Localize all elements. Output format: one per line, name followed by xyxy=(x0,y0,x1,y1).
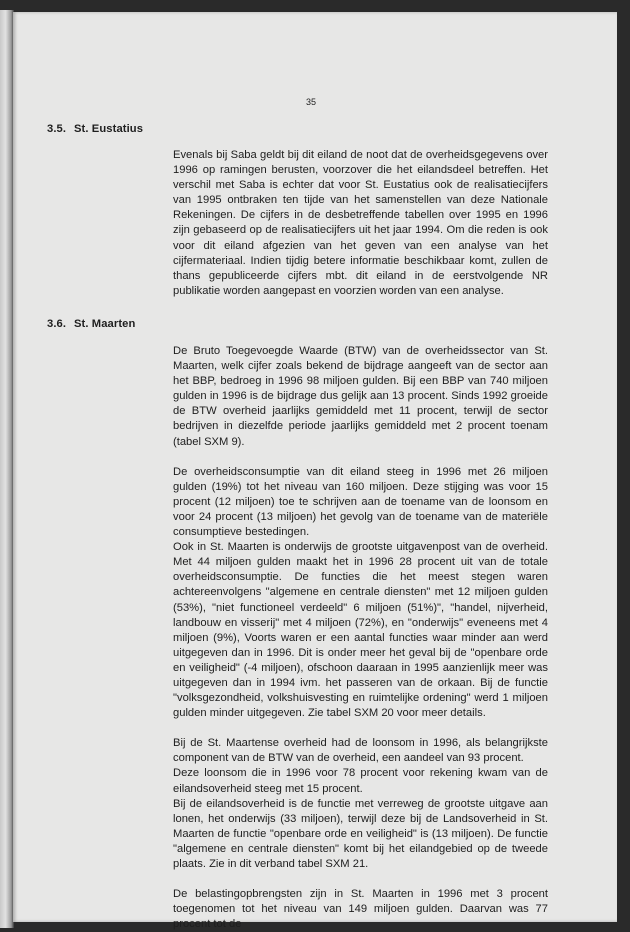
section-body-st-maarten xyxy=(173,344,548,932)
section-title: St. Maarten xyxy=(74,318,136,330)
page-number: 35 xyxy=(305,97,316,107)
paragraph: Bij de St. Maartense overheid had de loonsom in 1996, als belangrijkste component van de BTW van de overheid, een aandeel van 93 procent. xyxy=(173,737,548,765)
section-number: 3.5. xyxy=(47,123,67,135)
page-binding-edge xyxy=(0,10,14,928)
section-heading-st-eustatius xyxy=(47,123,143,135)
paragraph: De Bruto Toegevoegde Waarde (BTW) van de overheidssector van St. Maarten, welk cijfer zoals bekend de bijdrage aangeeft van de sector aan het BBP, bedroeg in 1996 98 miljoen gulden. Bij een BBP van 740 miljoen gulden in 1996 is de bijdrage dus gelijk aan 13 procent. Sinds 1992 groeide de BTW overheid jaarlijks gemiddeld met 11 procent, terwijl de sector bedrijven in diezelfde periode jaarlijks gemiddeld met 2 procent toenam (tabel SXM 9). xyxy=(173,345,548,448)
paragraph: De belastingopbrengsten zijn in St. Maarten in 1996 met 3 procent toegenomen tot het niveau van 149 miljoen gulden. Daarvan was 77 procent tot de xyxy=(173,888,548,931)
section-body-st-eustatius xyxy=(173,148,548,299)
paragraph: Evenals bij Saba geldt bij dit eiland de noot dat de overheidsgegevens over 1996 op ramingen berusten, voorzover die het eilandsdeel betreffen. Het verschil met Saba is echter dat voor St. Eustatius ook de realisatiecijfers van 1995 ontbraken ten tijde van het samenstellen van deze Nationale Rekeningen. De cijfers in de desbetreffende tabellen over 1995 en 1996 zijn gebaseerd op de realisatiecijfers uit het jaar 1994. Om die reden is ook voor dit eiland afgezien van het geven van een analyse van het cijfermateriaal. Indien tijdig betere informatie beschikbaar komt, zullen de thans gepubliceerde cijfers mbt. dit eiland in de eerstvolgende NR publikatie worden aangepast en voorzien worden van een analyse. xyxy=(173,149,548,297)
section-title: St. Eustatius xyxy=(74,123,144,135)
document-page xyxy=(13,12,617,931)
paragraph: De overheidsconsumptie van dit eiland steeg in 1996 met 26 miljoen gulden (19%) tot het niveau van 160 miljoen. Deze stijging was voor 15 procent (12 miljoen) toe te schrijven aan de toename van de loonsom en voor 24 procent (13 miljoen) het gevolg van de toename van de materiële consumptieve bestedingen. xyxy=(173,465,548,539)
paragraph: Deze loonsom die in 1996 voor 78 procent voor rekening kwam van de eilandsoverheid steeg met 15 procent. xyxy=(173,767,548,795)
section-number: 3.6. xyxy=(47,318,67,330)
paragraph: Bij de eilandsoverheid is de functie met verreweg de grootste uitgave aan lonen, het onderwijs (33 miljoen), terwijl deze bij de Landsoverheid in St. Maarten de functie "openbare orde en veiligheid" is (13 miljoen). De functie "algemene en centrale diensten" komt bij het eilandgebied op de tweede plaats. Zie in dit verband tabel SXM 21. xyxy=(173,797,548,870)
section-heading-st-maarten xyxy=(47,318,135,330)
paragraph: Ook in St. Maarten is onderwijs de grootste uitgavenpost van de overheid. Met 44 miljoen gulden maakt het in 1996 28 procent uit van de totale overheidsconsumptie. De functies die het meest stegen waren achtereenvolgens "algemene en centrale diensten" met 12 miljoen gulden (53%), "niet functioneel verdeeld" 6 miljoen (51%)", "handel, nijverheid, landbouw en visserij" met 4 miljoen (72%), en "onderwijs" eveneens met 4 miljoen (9%), Voorts waren er een aantal functies waar minder aan werd uitgegeven dan in 1996. Dit is onder meer het geval bij de "openbare orde en veiligheid" (-4 miljoen), ofschoon daaraan in 1995 aanzienlijk meer was uitgegeven dan in 1994 ivm. het passeren van de orkaan. Bij de functie "volksgezondheid, volkshuisvesting en ruimtelijke ordening" werd 1 miljoen gulden minder uitgegeven. Zie tabel SXM 20 voor meer details. xyxy=(173,541,548,720)
